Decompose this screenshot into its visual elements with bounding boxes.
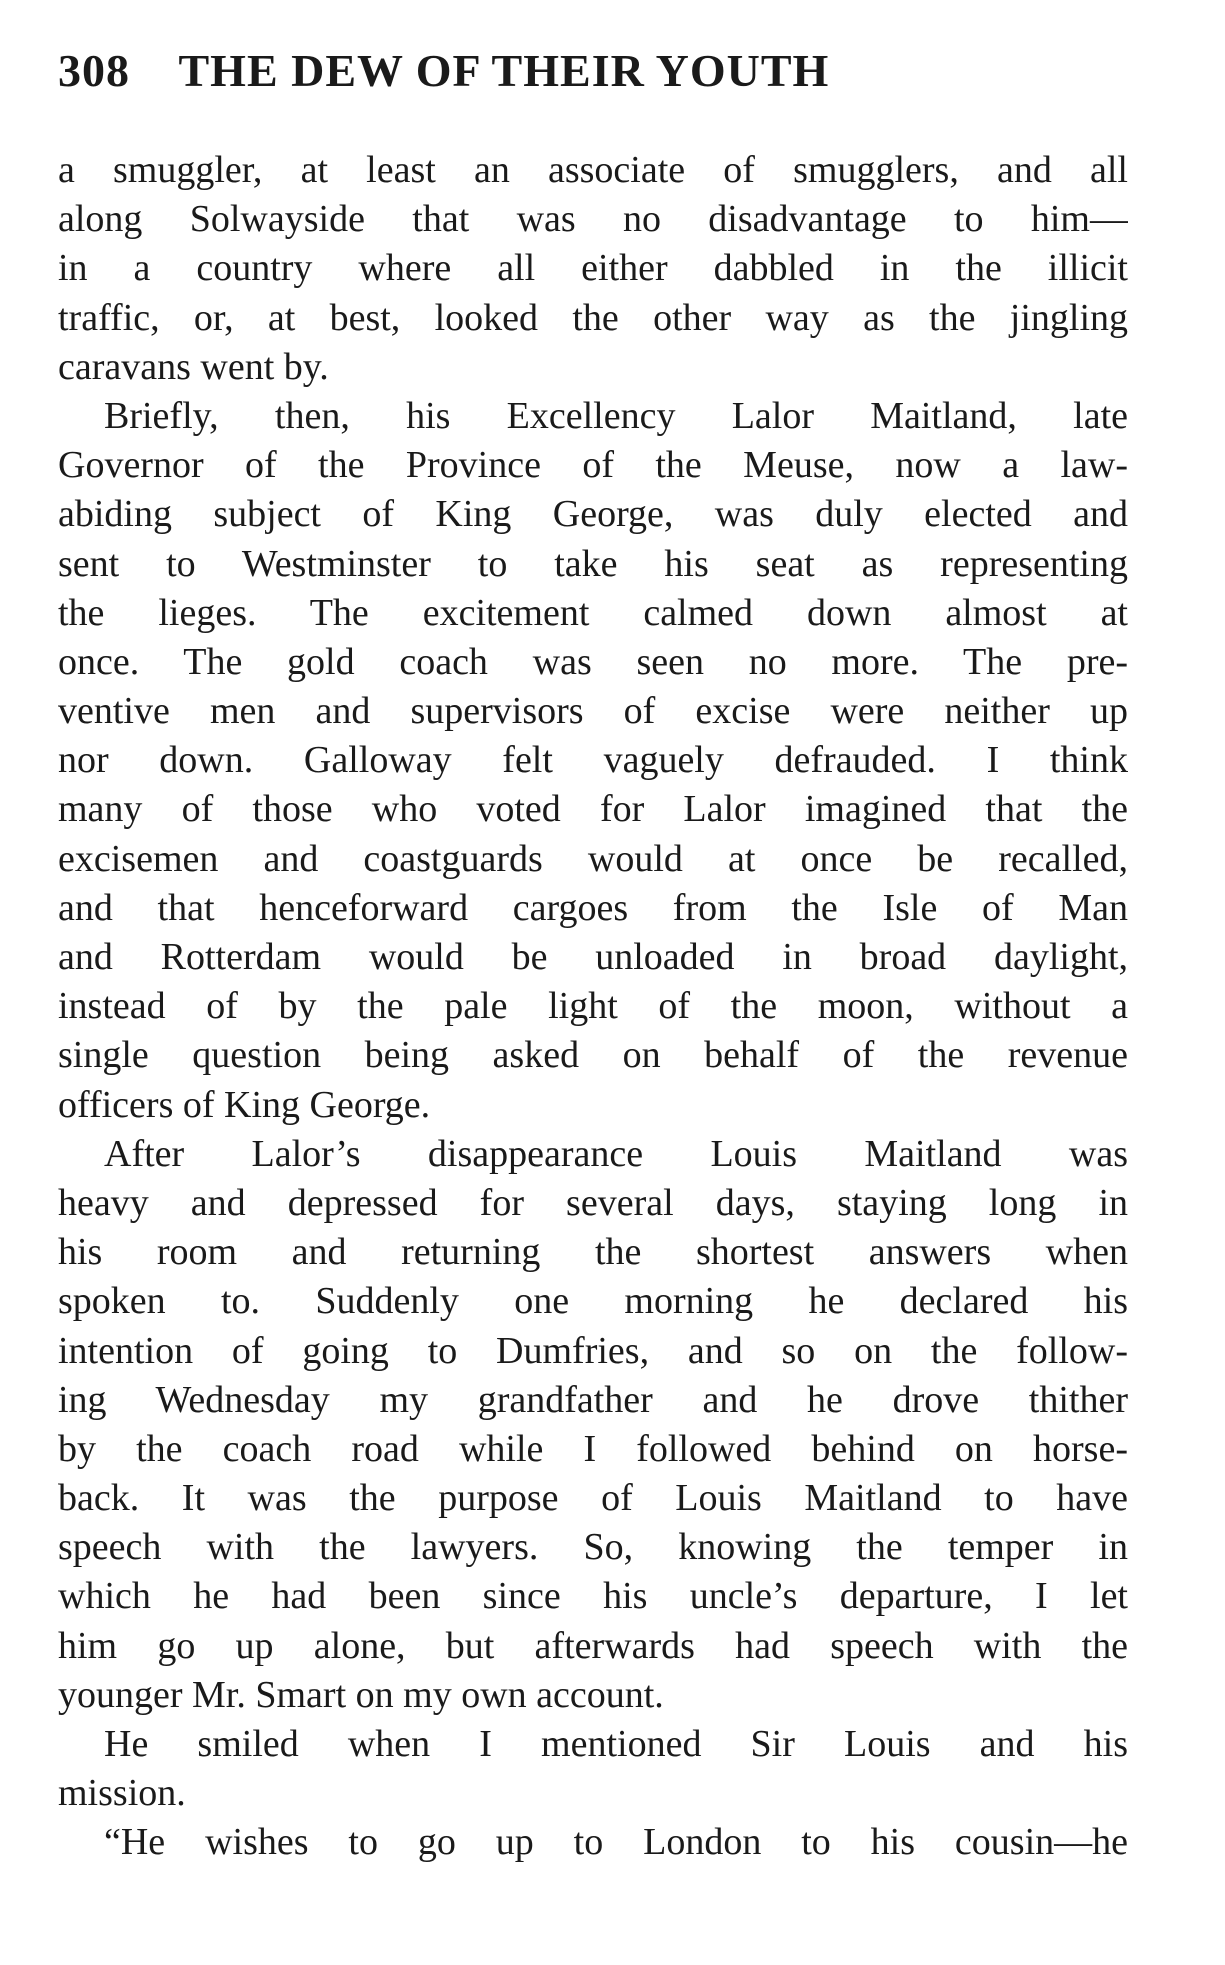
text-line: Briefly, then, his Excellency Lalor Maitland, late: [104, 394, 1128, 437]
text-line: him go up alone, but afterwards had speech with the: [58, 1624, 1128, 1667]
text-line: a smuggler, at least an associate of smugglers, and all: [58, 149, 1128, 191]
text-line: intention of going to Dumfries, and so on the follow-: [58, 1329, 1128, 1372]
text-line: ing Wednesday my grandfather and he drove thither: [58, 1378, 1128, 1421]
book-title: THE DEW OF THEIR YOUTH: [178, 45, 830, 96]
text-line: After Lalor’s disappearance Louis Maitland was: [104, 1132, 1128, 1175]
text-line: caravans went by.: [58, 345, 329, 388]
text-line: officers of King George.: [58, 1083, 431, 1126]
text-line: and Rotterdam would be unloaded in broad daylight,: [58, 936, 1128, 978]
text-line: sent to Westminster to take his seat as representing: [58, 542, 1128, 585]
text-line: He smiled when I mentioned Sir Louis and his: [104, 1723, 1128, 1765]
text-line: and that henceforward cargoes from the Isle of Man: [58, 886, 1128, 929]
text-line: nor down. Galloway felt vaguely defrauded. I think: [58, 739, 1128, 782]
book-page: [58, 40, 1128, 1868]
text-line: heavy and depressed for several days, staying long in: [58, 1181, 1128, 1224]
text-line: many of those who voted for Lalor imagined that the: [58, 788, 1128, 831]
text-line: mission.: [58, 1772, 186, 1815]
text-line: excisemen and coastguards would at once be recalled,: [58, 837, 1128, 880]
text-line: instead of by the pale light of the moon, without a: [58, 985, 1128, 1028]
text-line: ventive men and supervisors of excise were neither up: [58, 690, 1128, 733]
paragraph: [58, 392, 1128, 1130]
text-line: abiding subject of King George, was duly elected and: [58, 493, 1128, 536]
page-number: 308: [58, 45, 130, 96]
text-line: in a country where all either dabbled in the illicit: [58, 247, 1128, 290]
text-line: younger Mr. Smart on my own account.: [58, 1673, 664, 1716]
text-line: traffic, or, at best, looked the other way as the jingling: [58, 296, 1128, 339]
text-line: once. The gold coach was seen no more. The pre-: [58, 640, 1128, 683]
body-text: [58, 146, 1128, 1868]
text-line: Governor of the Province of the Meuse, now a law-: [58, 444, 1128, 487]
text-line: which he had been since his uncle’s departure, I let: [58, 1575, 1128, 1618]
paragraph: [58, 146, 1128, 392]
text-line: speech with the lawyers. So, knowing the temper in: [58, 1526, 1128, 1569]
text-line: spoken to. Suddenly one morning he declared his: [58, 1280, 1128, 1323]
text-line: his room and returning the shortest answers when: [58, 1231, 1128, 1274]
text-line: single question being asked on behalf of the revenue: [58, 1034, 1128, 1077]
text-line: “He wishes to go up to London to his cousin—he: [104, 1821, 1128, 1864]
paragraph: [58, 1818, 1128, 1867]
text-line: by the coach road while I followed behind on horse-: [58, 1427, 1128, 1470]
text-line: back. It was the purpose of Louis Maitland to have: [58, 1477, 1128, 1520]
text-line: the lieges. The excitement calmed down almost at: [58, 591, 1128, 634]
paragraph: [58, 1130, 1128, 1720]
text-line: along Solwayside that was no disadvantage to him—: [58, 198, 1128, 241]
running-head: [58, 40, 1128, 102]
paragraph: [58, 1720, 1128, 1818]
